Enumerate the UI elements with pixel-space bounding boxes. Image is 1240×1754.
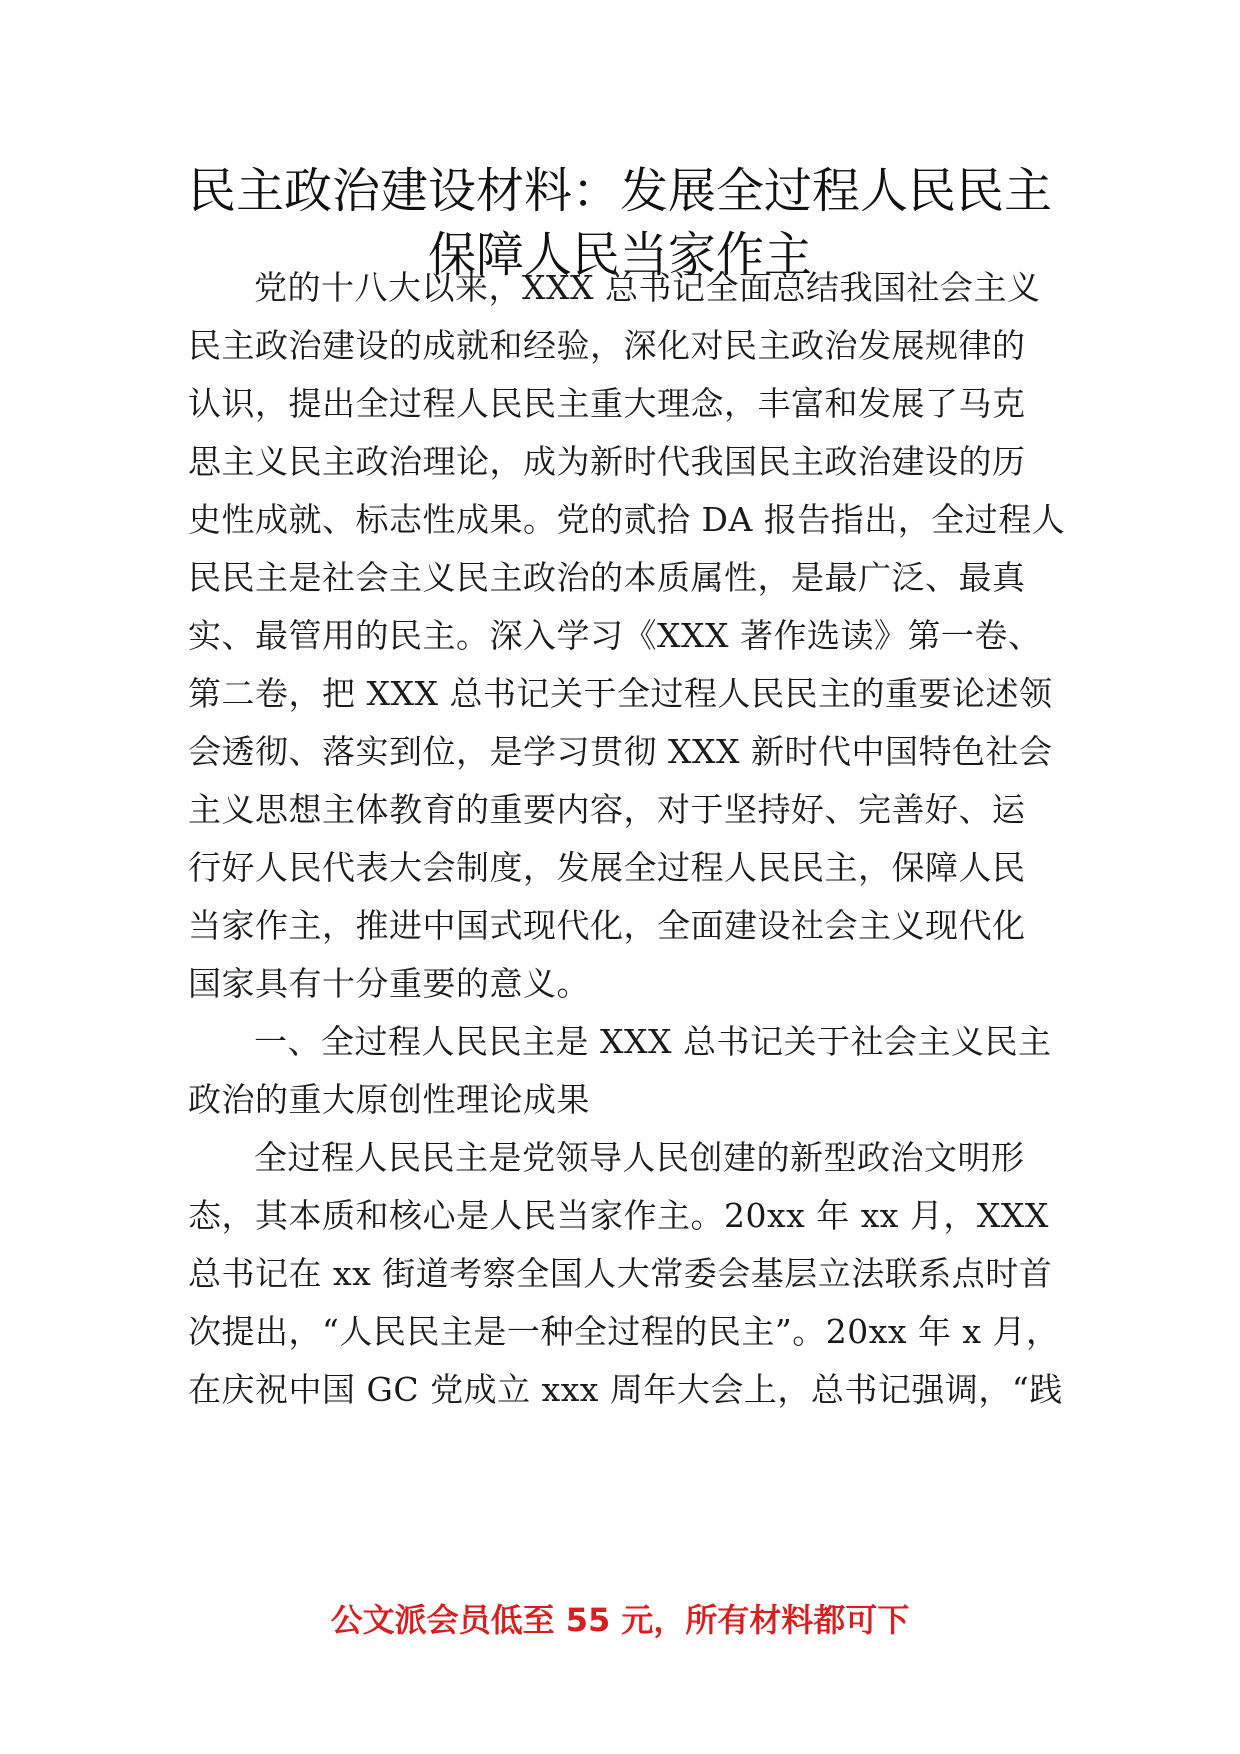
document-title-line-1: 民主政治建设材料：发展全过程人民民主 [187, 163, 1052, 219]
body-line: 民民主是社会主义民主政治的本质属性，是最广泛、最真 [188, 558, 1026, 597]
body-line: 民主政治建设的成就和经验，深化对民主政治发展规律的 [188, 326, 1026, 365]
body-line: 行好人民代表大会制度，发展全过程人民民主，保障人民 [188, 848, 1026, 887]
body-line: 全过程人民民主是党领导人民创建的新型政治文明形 [254, 1138, 1025, 1177]
body-line: 党的十八大以来，XXX 总书记全面总结我国社会主义 [254, 268, 1041, 307]
body-line: 次提出，“人民民主是一种全过程的民主”。20xx 年 x 月， [188, 1312, 1060, 1351]
body-line: 总书记在 xx 街道考察全国人大常委会基层立法联系点时首 [188, 1254, 1053, 1293]
body-line: 在庆祝中国 GC 党成立 xxx 周年大会上，总书记强调，“践 [188, 1370, 1063, 1409]
body-line: 主义思想主体教育的重要内容，对于坚持好、完善好、运 [188, 790, 1026, 829]
body-line: 态，其本质和核心是人民当家作主。20xx 年 xx 月，XXX [188, 1196, 1049, 1235]
section-heading-line-2: 政治的重大原创性理论成果 [188, 1080, 590, 1119]
body-line: 当家作主，推进中国式现代化，全面建设社会主义现代化 [188, 906, 1026, 945]
body-line: 认识，提出全过程人民民主重大理念，丰富和发展了马克 [188, 384, 1026, 423]
body-line: 史性成就、标志性成果。党的贰拾 DA 报告指出，全过程人 [188, 500, 1066, 539]
body-line: 思主义民主政治理论，成为新时代我国民主政治建设的历 [188, 442, 1026, 481]
membership-promo-banner: 公文派会员低至 55 元，所有材料都可下 [330, 1601, 910, 1639]
body-line: 实、最管用的民主。深入学习《XXX 著作选读》第一卷、 [188, 616, 1042, 655]
body-line: 国家具有十分重要的意义。 [188, 964, 590, 1003]
body-line: 第二卷，把 XXX 总书记关于全过程人民民主的重要论述领 [188, 674, 1053, 713]
section-heading-line-1: 一、全过程人民民主是 XXX 总书记关于社会主义民主 [254, 1022, 1052, 1061]
document-title-line-2: 保障人民当家作主 [427, 227, 812, 283]
body-line: 会透彻、落实到位，是学习贯彻 XXX 新时代中国特色社会 [188, 732, 1053, 771]
